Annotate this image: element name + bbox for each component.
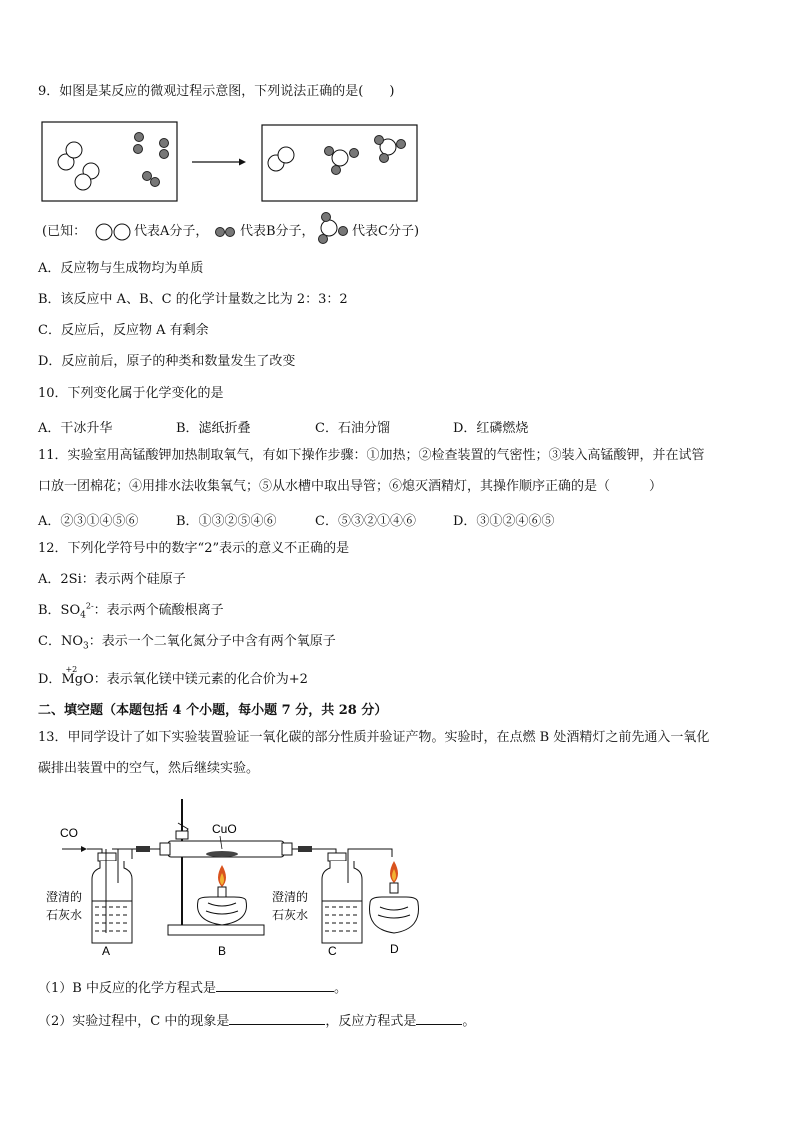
cuo-powder [206, 851, 238, 857]
q12-d-text: ：表示氧化镁中镁元素的化合价为+2 [93, 672, 308, 687]
q9-option-b[interactable]: B．该反应中 A、B、C 的化学计量数之比为 2：3：2 [38, 292, 348, 307]
q11-stem-line1: 11．实验室用高锰酸钾加热制取氧气，有如下操作步骤：①加热；②检查装置的气密性；③装入高锰酸钾，并在试管 [38, 448, 705, 463]
q11-stem-line2: 口放一团棉花；④用排水法收集氧气；⑤从水槽中取出导管；⑥熄灭酒精灯，其操作顺序正确的是（ ） [38, 479, 663, 494]
q10-option-b[interactable]: B．滤纸折叠 [176, 421, 251, 436]
q12-d-formula: +2 MgO [61, 672, 93, 688]
q10-options [0, 417, 794, 436]
bottle-a [92, 849, 132, 943]
q9-option-d[interactable]: D．反应前后，原子的种类和数量发生了改变 [38, 354, 296, 369]
q12-c-subscript: 3 [82, 641, 89, 652]
combustion-tube [160, 841, 292, 857]
q10-option-a[interactable]: A．干冰升华 [38, 421, 113, 436]
cuo-label: CuO [212, 822, 237, 836]
q12-stem: 12．下列化学符号中的数字“2”表示的意义不正确的是 [38, 541, 350, 556]
q12-option-c[interactable] [38, 634, 336, 650]
q13-apparatus [40, 793, 440, 963]
q12-d-label: D． [38, 672, 62, 687]
c-atom-small [332, 166, 341, 175]
limewater-a-label-1: 澄清的 [46, 890, 83, 904]
q12-b-text: ：表示两个硫酸根离子 [93, 603, 224, 618]
q11-option-b[interactable]: B．①③②⑤④⑥ [176, 514, 277, 529]
q11-option-a[interactable]: A．②③①④⑤⑥ [38, 514, 139, 529]
q9-legend [42, 224, 86, 240]
c-atom-small [375, 136, 384, 145]
b-atom [135, 133, 144, 142]
q11-options [0, 510, 794, 529]
legend-b-icon [214, 224, 238, 240]
co-inlet-arrow [81, 846, 87, 852]
q13-sub1: （1）B 中反应的化学方程式是 。 [38, 981, 347, 996]
limewater-c-label-1: 澄清的 [272, 890, 309, 904]
b-atom [143, 172, 152, 181]
q10-option-c[interactable]: C．石油分馏 [315, 421, 390, 436]
legend-a-icon [93, 220, 133, 244]
q13-stem-line2: 碳排出装置中的空气，然后继续实验。 [38, 761, 260, 776]
q12-c-formula: C．NO [38, 634, 83, 649]
c-atom-small [397, 140, 406, 149]
q12-b-subscript: 4 [80, 610, 86, 621]
b-atom [151, 178, 160, 187]
b-atom [160, 139, 169, 148]
q13-stem-line1: 13．甲同学设计了如下实验装置验证一氧化碳的部分性质并验证产物。实验时，在点燃 B 处酒精灯之前先通入一氧化 [38, 730, 710, 745]
q12-option-b[interactable] [38, 603, 224, 619]
q13-sub2: （2）实验过程中，C 中的现象是 ，反应方程式是 。 [38, 1014, 476, 1029]
q11-option-d[interactable]: D．③①②④⑥⑤ [453, 514, 555, 529]
legend-prefix: (已知： [42, 224, 87, 239]
legend-c-text: 代表C分子) [352, 224, 420, 239]
alcohol-lamp-b [198, 865, 247, 925]
label-c: C [328, 944, 337, 958]
legend-a-text: 代表A分子， [134, 224, 209, 239]
c-atom-small [350, 149, 359, 158]
b-atom [134, 145, 143, 154]
label-d: D [390, 942, 399, 956]
q13-sub2-phenomenon-blank[interactable] [229, 1012, 325, 1025]
q12-b-formula: B．SO [38, 603, 81, 618]
b-atom [160, 150, 169, 159]
q13-sub1-text: （1）B 中反应的化学方程式是 [38, 981, 216, 996]
limewater-c-label-2: 石灰水 [272, 908, 309, 922]
q12-option-d[interactable] [38, 665, 308, 688]
q9-reaction-diagram [40, 120, 440, 210]
c-atom-small [380, 154, 389, 163]
label-a: A [102, 944, 111, 958]
q12-c-text: ：表示一个二氧化氮分子中含有两个氧原子 [88, 634, 336, 649]
c-atom-small [325, 147, 334, 156]
q10-stem: 10．下列变化属于化学变化的是 [38, 386, 224, 401]
q10-option-d[interactable]: D．红磷燃烧 [453, 421, 529, 436]
a-atom [66, 142, 82, 158]
q13-sub1-answer-blank[interactable] [216, 979, 334, 992]
legend-c-icon [314, 212, 350, 246]
q12-option-a[interactable]: A．2Si：表示两个硅原子 [38, 572, 186, 587]
c-atom-large [332, 150, 348, 166]
legend-b-text: 代表B分子， [240, 224, 315, 239]
q12-b-superscript: 2- [85, 601, 94, 611]
section2-heading: 二、填空题（本题包括 4 个小题，每小题 7 分，共 28 分） [38, 703, 388, 718]
q11-option-c[interactable]: C．⑤③②①④⑥ [315, 514, 416, 529]
limewater-a-label-2: 石灰水 [46, 908, 83, 922]
q12-d-valence: +2 [65, 665, 78, 674]
a-atom [278, 147, 294, 163]
a-atom [75, 174, 91, 190]
alcohol-lamp-d [370, 861, 419, 933]
q9-option-a[interactable]: A．反应物与生成物均为单质 [38, 261, 204, 276]
q13-sub2-equation-blank[interactable] [416, 1012, 462, 1025]
q13-sub2-text: （2）实验过程中，C 中的现象是 [38, 1014, 230, 1029]
reaction-arrow-head [239, 159, 246, 166]
co-label: CO [60, 826, 78, 840]
q9-option-c[interactable]: C．反应后，反应物 A 有剩余 [38, 323, 209, 338]
label-b: B [218, 944, 227, 958]
q9-stem: 9．如图是某反应的微观过程示意图，下列说法正确的是( ) [38, 84, 395, 99]
